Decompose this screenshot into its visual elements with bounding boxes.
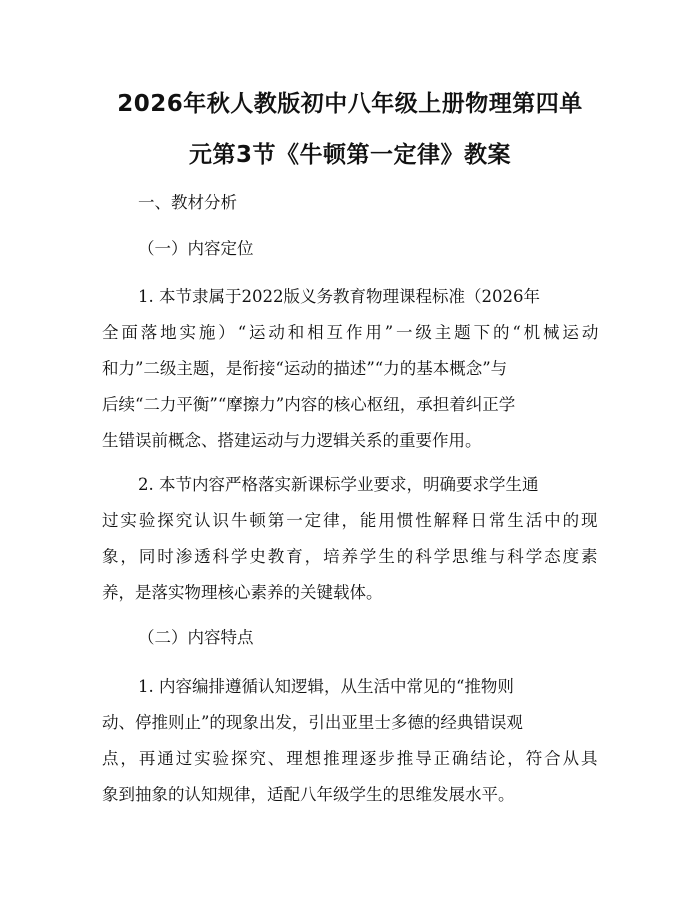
paragraph-line: 象到抽象的认知规律，适配八年级学生的思维发展水平。 — [102, 785, 515, 804]
subsection-heading-content-positioning: （一）内容定位 — [138, 239, 254, 258]
section-heading-textbook-analysis: 一、教材分析 — [138, 193, 237, 212]
paragraph-line: 养，是落实物理核心素养的关键载体。 — [102, 583, 383, 602]
paragraph-line: 象，同时渗透科学史教育，培养学生的科学思维与科学态度素 — [102, 547, 600, 566]
paragraph-line: 全面落地实施）“运动和相互作用”一级主题下的“机械运动 — [102, 323, 602, 342]
document-title-line-1: 2026年秋人教版初中八年级上册物理第四单 — [117, 91, 583, 117]
paragraph-line: 2. 本节内容严格落实新课标学业要求，明确要求学生通 — [138, 475, 539, 494]
paragraph-line: 和力”二级主题，是衔接“运动的描述”“力的基本概念”与 — [102, 359, 508, 378]
paragraph-line: 1. 本节隶属于2022版义务教育物理课程标准（2026年 — [138, 287, 540, 306]
document-title-line-2: 元第3节《牛顿第一定律》教案 — [188, 142, 511, 168]
paragraph-line: 动、停推则止”的现象出发，引出亚里士多德的经典错误观 — [102, 713, 523, 732]
paragraph-line: 生错误前概念、搭建运动与力逻辑关系的重要作用。 — [102, 431, 482, 450]
paragraph-line: 1. 内容编排遵循认知逻辑，从生活中常见的“推物则 — [138, 677, 514, 696]
paragraph-line: 后续“二力平衡”“摩擦力”内容的核心枢纽，承担着纠正学 — [102, 395, 516, 414]
paragraph-line: 过实验探究认识牛顿第一定律，能用惯性解释日常生活中的现 — [102, 511, 600, 530]
paragraph-line: 点，再通过实验探究、理想推理逐步推导正确结论，符合从具 — [102, 749, 600, 768]
subsection-heading-content-features: （二）内容特点 — [138, 628, 254, 647]
